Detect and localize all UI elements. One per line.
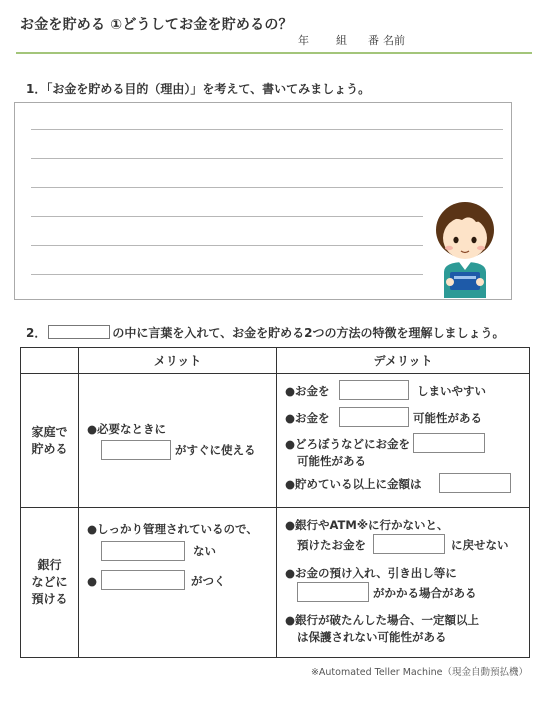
writing-line <box>31 187 503 188</box>
home-demerit-4: ●貯めている以上に金額は <box>285 477 422 491</box>
bank-merit-2-blank[interactable] <box>101 570 185 590</box>
home-demerit-4-blank[interactable] <box>439 473 511 493</box>
corner-cell <box>21 348 79 374</box>
writing-line <box>31 216 423 217</box>
atm-footnote: ※Automated Teller Machine（現金自動預払機） <box>310 667 528 678</box>
writing-line <box>31 245 423 246</box>
home-demerit-1: ●お金を <box>285 384 330 398</box>
bank-merit-1: ●しっかり管理されているので、 <box>87 522 258 536</box>
home-merit-text: ●必要なときに <box>87 422 167 436</box>
writing-line <box>31 158 503 159</box>
year-label: 年 <box>298 34 309 47</box>
bank-demerit-2-blank[interactable] <box>297 582 369 602</box>
home-merit-cell <box>79 374 277 508</box>
home-demerit-3: ●どろぼうなどにお金を <box>285 437 411 451</box>
bank-demerit-1: ●銀行やATM※に行かないと、 <box>285 518 449 532</box>
home-demerit-2-blank[interactable] <box>339 407 409 427</box>
row-label-home: 家庭で 貯める <box>21 374 79 508</box>
bank-demerit-cell <box>277 508 530 658</box>
class-label: 組 <box>336 34 347 47</box>
home-merit-suffix: がすぐに使える <box>175 443 256 457</box>
row-label-bank: 銀行 などに 預ける <box>21 508 79 658</box>
savings-comparison-table <box>20 347 530 658</box>
bank-merit-1-blank[interactable] <box>101 541 185 561</box>
writing-line <box>31 129 503 130</box>
question-2-text: の中に言葉を入れて、お金を貯める2つの方法の特徴を理解しましょう。 <box>112 326 505 340</box>
bank-demerit-1-blank[interactable] <box>373 534 445 554</box>
page-title: お金を貯める ①どうしてお金を貯めるの？ <box>20 17 293 33</box>
writing-line <box>31 274 423 275</box>
title-divider <box>16 52 532 54</box>
home-demerit-2-suffix: 可能性がある <box>413 411 482 425</box>
bank-merit-1-suffix: ない <box>193 544 216 558</box>
demerit-header: デメリット <box>277 348 530 374</box>
home-merit-blank[interactable] <box>101 440 171 460</box>
question-2 <box>26 324 504 341</box>
bank-merit-2-suffix: がつく <box>191 574 226 588</box>
bank-demerit-2-suffix: がかかる場合がある <box>373 586 477 600</box>
bank-demerit-1-prefix: 預けたお金を <box>297 538 366 552</box>
home-demerit-cell <box>277 374 530 508</box>
bank-demerit-3: ●銀行が破たんした場合、一定額以上 <box>285 613 480 627</box>
merit-header: メリット <box>79 348 277 374</box>
home-demerit-1-suffix: しまいやすい <box>417 384 486 398</box>
bank-demerit-3-line2: は保護されない可能性がある <box>297 630 447 644</box>
name-label: 名前 <box>383 34 405 47</box>
number-label: 番 <box>368 34 379 47</box>
question-2-number: 2． <box>26 326 47 340</box>
bank-demerit-1-suffix: に戻せない <box>451 538 509 552</box>
bank-merit-cell <box>79 508 277 658</box>
question-1: 1．「お金を貯める目的（理由）」を考えて、書いてみましょう。 <box>26 82 371 96</box>
home-demerit-3-blank[interactable] <box>413 433 485 453</box>
home-demerit-2: ●お金を <box>285 411 330 425</box>
child-with-passbook-illustration <box>432 200 498 298</box>
bank-merit-2-bullet: ● <box>87 574 98 588</box>
home-demerit-1-blank[interactable] <box>339 380 409 400</box>
home-demerit-3-suffix: 可能性がある <box>297 454 366 468</box>
bank-demerit-2: ●お金の預け入れ、引き出し等に <box>285 566 457 580</box>
sample-blank-box <box>48 325 110 339</box>
